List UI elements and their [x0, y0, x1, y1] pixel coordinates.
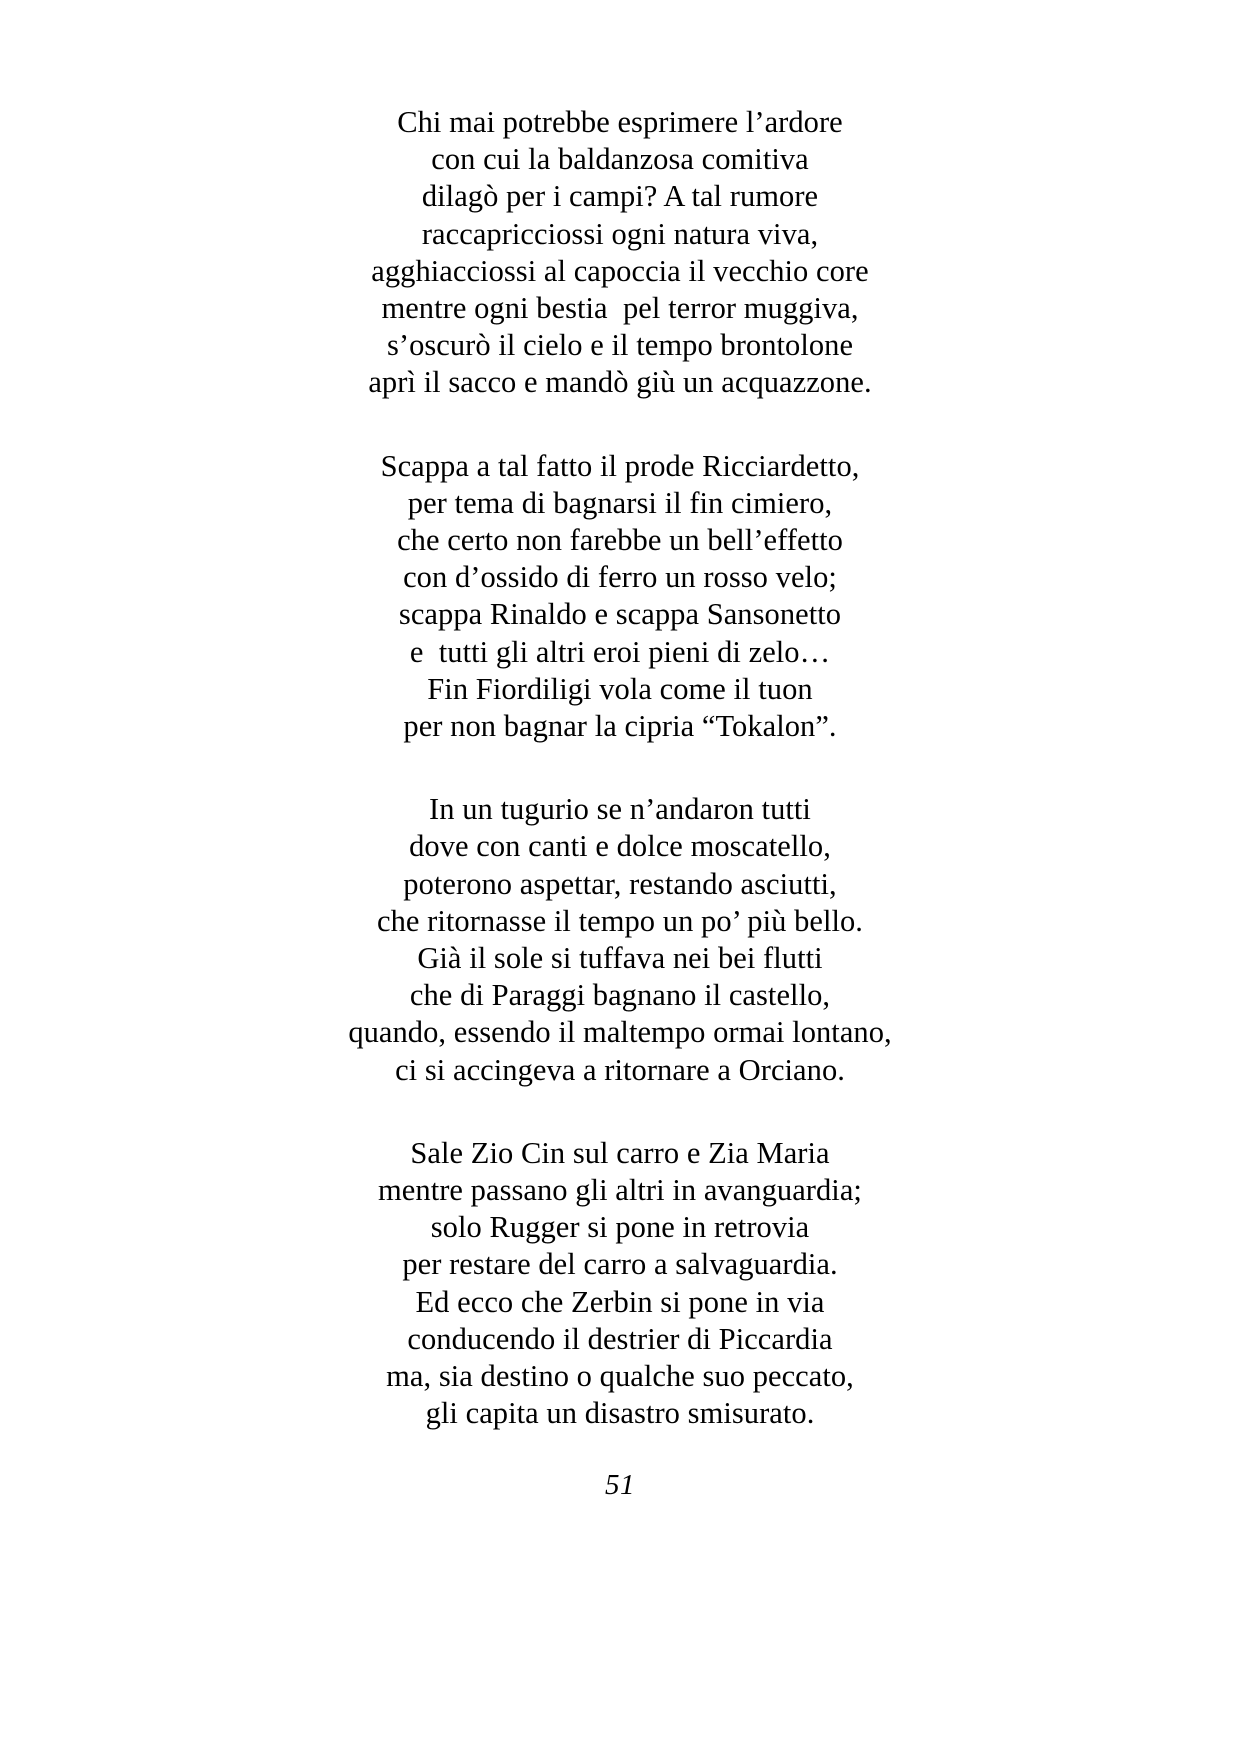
verse-line: s’oscurò il cielo e il tempo brontolone [386, 328, 854, 363]
verse-line: con d’ossido di ferro un rosso velo; [403, 560, 837, 595]
verse-line: Fin Fiordiligi vola come il tuon [427, 671, 813, 706]
verse-line: per restare del carro a salvaguardia. [402, 1247, 838, 1282]
verse-line: solo Rugger si pone in retrovia [430, 1210, 810, 1245]
verse-line: raccapricciossi ogni natura viva, [421, 216, 819, 251]
verse-line: che certo non farebbe un bell’effetto [397, 523, 843, 558]
verse-line: poterono aspettar, restando asciutti, [403, 866, 837, 901]
verse-line: che di Paraggi bagnano il castello, [409, 978, 831, 1013]
verse-line: conducendo il destrier di Piccardia [407, 1321, 833, 1356]
verse-line: dilagò per i campi? A tal rumore [421, 179, 819, 214]
verse-line: aprì il sacco e mandò giù un acquazzone. [368, 365, 872, 400]
page-number-container [0, 1468, 1240, 1502]
verse-line: agghiacciossi al capoccia il vecchio core [371, 253, 869, 288]
stanza [0, 448, 1240, 746]
verse-line: Sale Zio Cin sul carro e Zia Maria [410, 1135, 830, 1170]
verse-line: gli capita un disastro smisurato. [425, 1396, 815, 1431]
verse-line: e tutti gli altri eroi pieni di zelo… [409, 634, 831, 669]
verse-line: che ritornasse il tempo un po’ più bello. [377, 903, 863, 938]
verse-line: mentre passano gli altri in avanguardia; [378, 1173, 862, 1208]
verse-line: per non bagnar la cipria “Tokalon”. [403, 709, 837, 744]
stanza [0, 104, 1240, 402]
verse-line: ma, sia destino o qualche suo peccato, [386, 1359, 854, 1394]
stanza [0, 1135, 1240, 1433]
verse-line: Scappa a tal fatto il prode Ricciardetto, [380, 448, 860, 483]
stanza [0, 791, 1240, 1089]
verse-line: scappa Rinaldo e scappa Sansonetto [398, 597, 842, 632]
verse-line: In un tugurio se n’andaron tutti [429, 792, 811, 827]
verse-line: Già il sole si tuffava nei bei flutti [417, 941, 823, 976]
verse-line: ci si accingeva a ritornare a Orciano. [395, 1052, 845, 1087]
verse-line: per tema di bagnarsi il fin cimiero, [407, 485, 833, 520]
poem-body [0, 104, 1240, 1433]
verse-line: mentre ogni bestia pel terror muggiva, [381, 291, 859, 326]
verse-line: con cui la baldanzosa comitiva [431, 142, 809, 177]
verse-line: Ed ecco che Zerbin si pone in via [415, 1284, 825, 1319]
verse-line: dove con canti e dolce moscatello, [409, 829, 831, 864]
verse-line: Chi mai potrebbe esprimere l’ardore [397, 105, 843, 139]
page-number: 51 [605, 1469, 635, 1501]
verse-line: quando, essendo il maltempo ormai lontano, [348, 1015, 892, 1050]
